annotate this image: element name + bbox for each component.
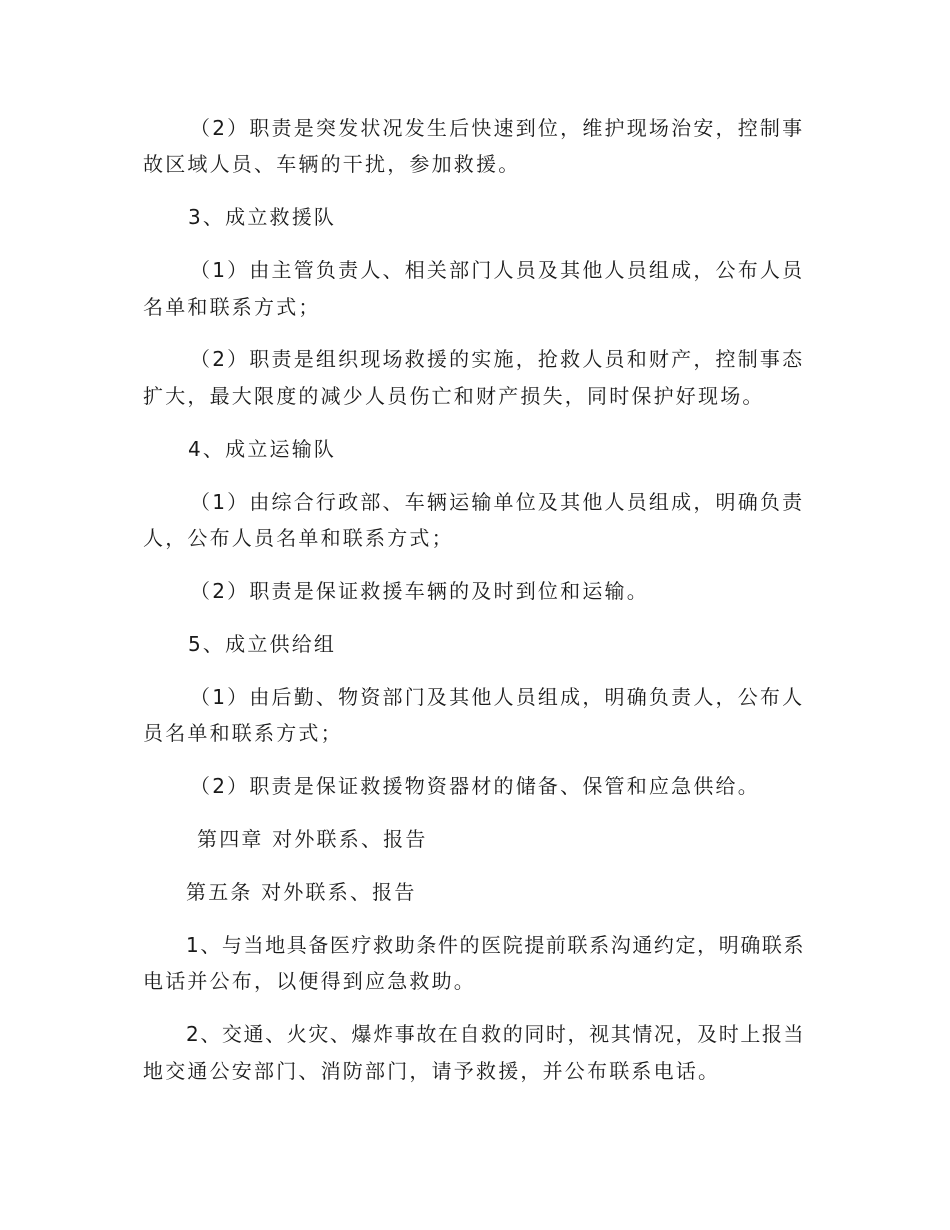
paragraph-line: 扩大，最大限度的减少人员伤亡和财产损失，同时保护好现场。 — [143, 384, 765, 408]
paragraph-line: 人，公布人员名单和联系方式； — [143, 526, 454, 550]
paragraph-line: （1）由综合行政部、车辆运输单位及其他人员组成，明确负责 — [190, 490, 805, 514]
paragraph-line: 电话并公布，以便得到应急救助。 — [143, 969, 476, 993]
section-heading: 4、成立运输队 — [188, 437, 337, 461]
paragraph-line: 地交通公安部门、消防部门，请予救援，并公布联系电话。 — [143, 1059, 721, 1083]
article-heading: 第五条 对外联系、报告 — [186, 880, 417, 904]
paragraph-line: （2）职责是保证救援车辆的及时到位和运输。 — [190, 579, 649, 603]
paragraph-line: 名单和联系方式； — [143, 295, 321, 319]
paragraph-line: （1）由后勤、物资部门及其他人员组成，明确负责人，公布人 — [190, 685, 805, 709]
section-heading: 3、成立救援队 — [188, 205, 337, 229]
section-heading: 5、成立供给组 — [188, 632, 337, 656]
paragraph-line: （2）职责是保证救援物资器材的储备、保管和应急供给。 — [190, 774, 760, 798]
paragraph-line: 1、与当地具备医疗救助条件的医院提前联系沟通约定，明确联系 — [186, 933, 806, 957]
paragraph-line: （2）职责是突发状况发生后快速到位，维护现场治安，控制事 — [190, 116, 805, 140]
paragraph-line: 故区域人员、车辆的干扰，参加救援。 — [143, 152, 521, 176]
paragraph-line: 员名单和联系方式； — [143, 721, 343, 745]
paragraph-line: （2）职责是组织现场救援的实施，抢救人员和财产，控制事态 — [190, 347, 805, 371]
chapter-heading: 第四章 对外联系、报告 — [197, 827, 428, 851]
paragraph-line: （1）由主管负责人、相关部门人员及其他人员组成，公布人员 — [190, 258, 805, 282]
paragraph-line: 2、交通、火灾、爆炸事故在自救的同时，视其情况，及时上报当 — [186, 1022, 806, 1046]
